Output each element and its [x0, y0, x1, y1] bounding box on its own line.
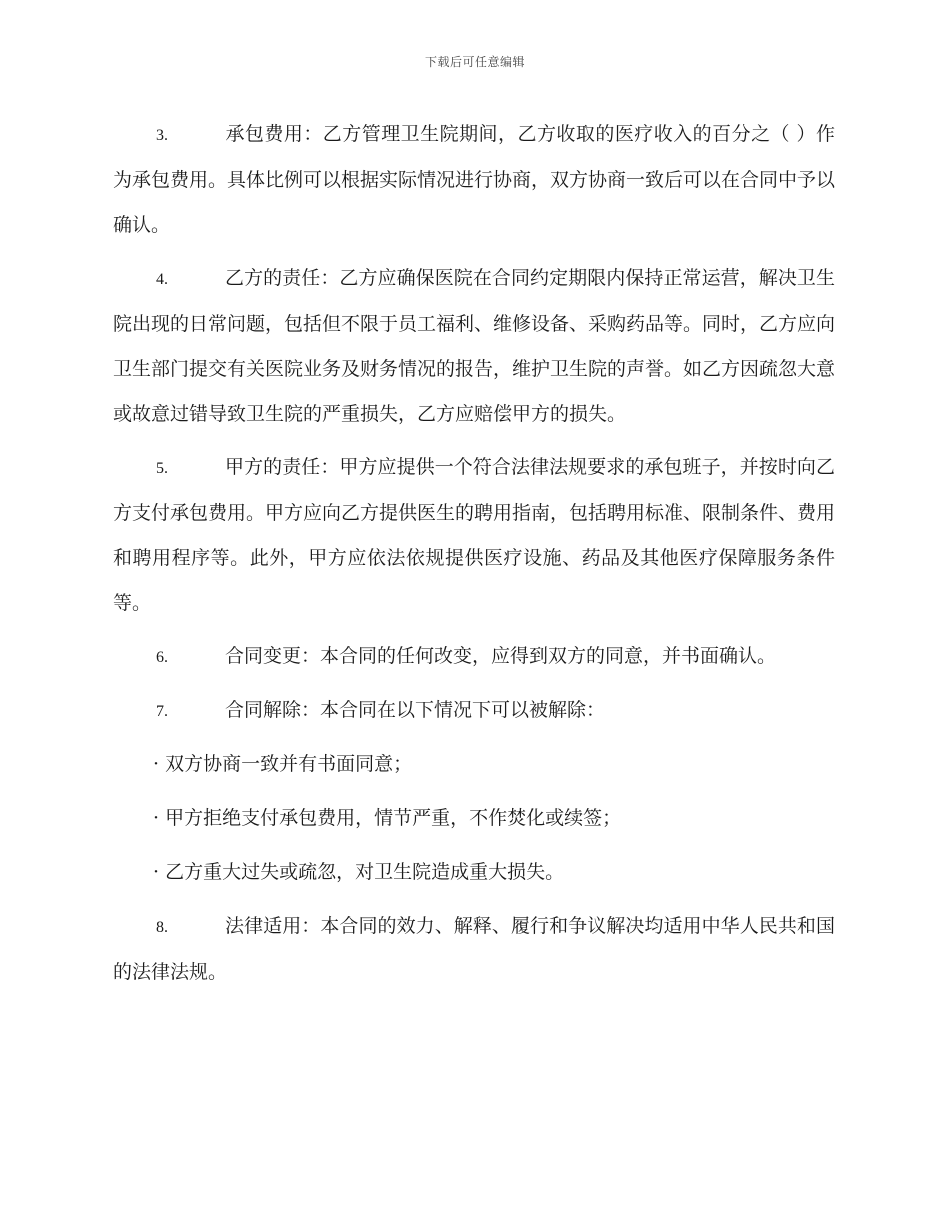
clause-8	[113, 904, 835, 995]
clause-5	[113, 445, 835, 626]
clause-number: 7.	[156, 703, 168, 720]
clause-text: 合同解除：本合同在以下情况下可以被解除：	[225, 699, 606, 721]
clause-3	[113, 112, 835, 248]
clause-7	[113, 688, 835, 734]
bullet-item: · 双方协商一致并有书面同意；	[153, 753, 413, 775]
clause-text: 乙方的责任：乙方应确保医院在合同约定期限内保持正常运营，解决卫生院出现的日常问题，包括但不限于员工福利、维修设备、采购药品等。同时，乙方应向卫生部门提交有关医院业务及财务情况的报告，维护卫生院的声誉。如乙方因疏忽大意或故意过错导致卫生院的严重损失，乙方应赔偿甲方的损失。	[113, 267, 836, 425]
clause-number: 4.	[156, 271, 168, 288]
bullet-item: · 甲方拒绝支付承包费用，情节严重，不作焚化或续签；	[153, 807, 622, 829]
document-body	[113, 112, 835, 1003]
clause-number: 3.	[156, 127, 168, 144]
clause-text: 合同变更：本合同的任何改变，应得到双方的同意，并书面确认。	[225, 645, 777, 667]
clause-text: 承包费用：乙方管理卫生院期间，乙方收取的医疗收入的百分之（ ）作为承包费用。具体比例可以根据实际情况进行协商，双方协商一致后可以在合同中予以确认。	[113, 123, 836, 236]
clause-text: 法律适用：本合同的效力、解释、履行和争议解决均适用中华人民共和国的法律法规。	[113, 915, 835, 983]
clause-number: 5.	[156, 460, 168, 477]
clause-text: 甲方的责任：甲方应提供一个符合法律法规要求的承包班子，并按时向乙方支付承包费用。甲方应向乙方提供医生的聘用指南，包括聘用标准、限制条件、费用和聘用程序等。此外，甲方应依法依规提供医疗设施、药品及其他医疗保障服务条件等。	[113, 456, 836, 614]
clause-number: 6.	[156, 649, 168, 666]
clause-number: 8.	[156, 919, 168, 936]
bullet-item: · 乙方重大过失或疏忽，对卫生院造成重大损失。	[153, 861, 565, 883]
clause-4	[113, 256, 835, 437]
clause-6	[113, 634, 835, 680]
page-header: 下载后可任意编辑	[424, 55, 525, 69]
